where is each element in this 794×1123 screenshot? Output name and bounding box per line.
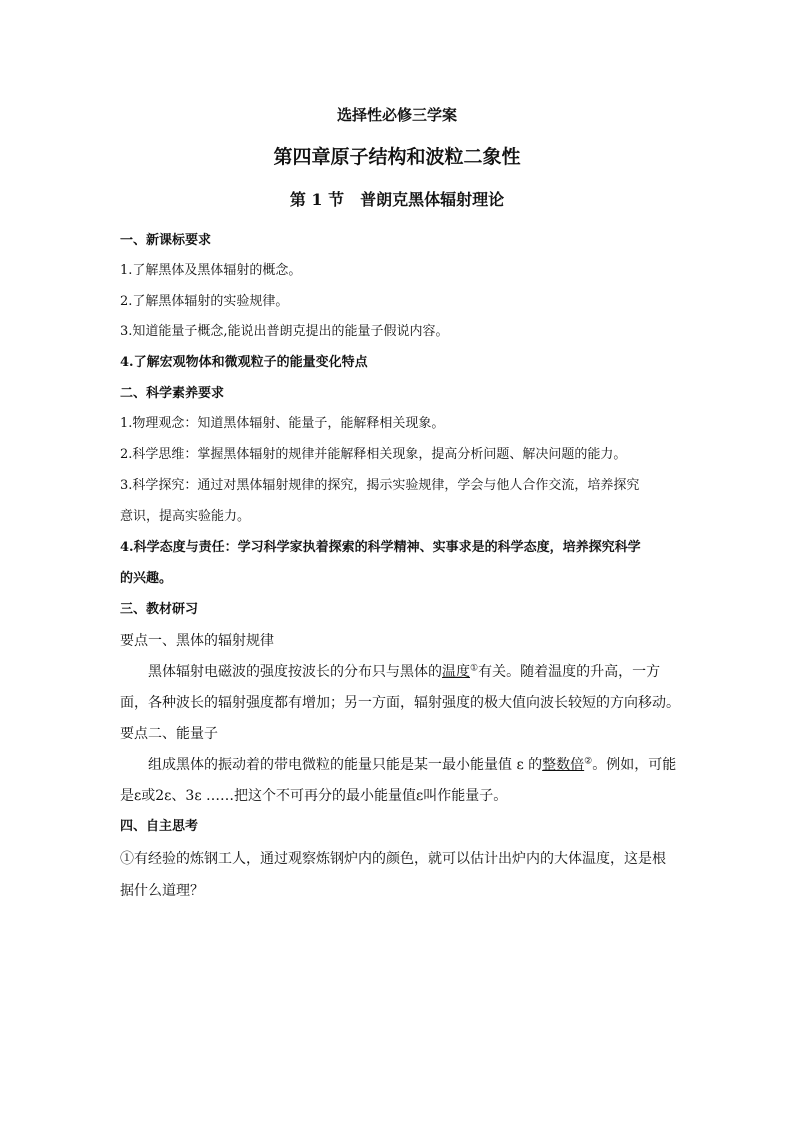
- literacy-item: 4.科学态度与责任：学习科学家执着探索的科学精神、实事求是的科学态度，培养探究科学: [120, 540, 641, 555]
- reflection-question: ①有经验的炼钢工人，通过观察炼钢炉内的颜色，就可以估计出炉内的大体温度，这是根: [120, 851, 666, 867]
- document-title: 选择性必修三学案: [336, 106, 457, 124]
- literacy-item: 1.物理观念：知道黑体辐射、能量子，能解释相关现象。: [120, 416, 445, 431]
- key-point-paragraph-continued: 是ε或2ε、3ε ……把这个不可再分的最小能量值ε叫作能量子。: [120, 788, 508, 804]
- literacy-item: 2.科学思维：掌握黑体辐射的规律并能解释相关现象，提高分析问题、解决问题的能力。: [120, 447, 627, 462]
- key-point-paragraph: [148, 663, 660, 681]
- literacy-item: 3.科学探究：通过对黑体辐射规律的探究，揭示实验规律，学会与他人合作交流，培养探究: [120, 478, 640, 493]
- section-heading-reflection: 四、自主思考: [120, 819, 199, 834]
- reflection-question-continued: 据什么道理？: [120, 883, 204, 899]
- section-heading-study: 三、教材研习: [120, 602, 199, 617]
- underlined-term: 整数倍: [542, 757, 585, 773]
- paragraph-text: 有关。随着温度的升高，一方: [478, 664, 661, 680]
- literacy-item-continued: 的兴趣。: [120, 571, 173, 586]
- key-point-paragraph: [148, 756, 676, 774]
- section-heading-curriculum: 一、新课标要求: [120, 233, 212, 248]
- paragraph-text: 黑体辐射电磁波的强度按波长的分布只与黑体的: [148, 664, 442, 680]
- curriculum-item: 4.了解宏观物体和微观粒子的能量变化特点: [120, 355, 368, 370]
- section-title: 第 1 节 普朗克黑体辐射理论: [289, 190, 505, 209]
- underlined-term: 温度: [442, 664, 470, 680]
- key-point-title: 要点一、黑体的辐射规律: [120, 633, 274, 649]
- footnote-marker: ①: [470, 663, 479, 674]
- literacy-item-continued: 意识，提高实验能力。: [120, 509, 251, 524]
- key-point-paragraph-continued: 面，各种波长的辐射强度都有增加；另一方面，辐射强度的极大值向波长较短的方向移动。: [120, 695, 680, 711]
- curriculum-item: 1.了解黑体及黑体辐射的概念。: [120, 263, 302, 278]
- key-point-title: 要点二、能量子: [120, 726, 218, 742]
- curriculum-item: 3.知道能量子概念,能说出普朗克提出的能量子假说内容。: [120, 324, 449, 339]
- curriculum-item: 2.了解黑体辐射的实验规律。: [120, 294, 289, 309]
- paragraph-text: 。例如，可能: [592, 757, 677, 773]
- chapter-title: 第四章原子结构和波粒二象性: [273, 146, 521, 168]
- footnote-marker: ②: [584, 756, 593, 767]
- paragraph-text: 组成黑体的振动着的带电微粒的能量只能是某一最小能量值 ε 的: [148, 757, 543, 773]
- section-heading-literacy: 二、科学素养要求: [120, 386, 225, 401]
